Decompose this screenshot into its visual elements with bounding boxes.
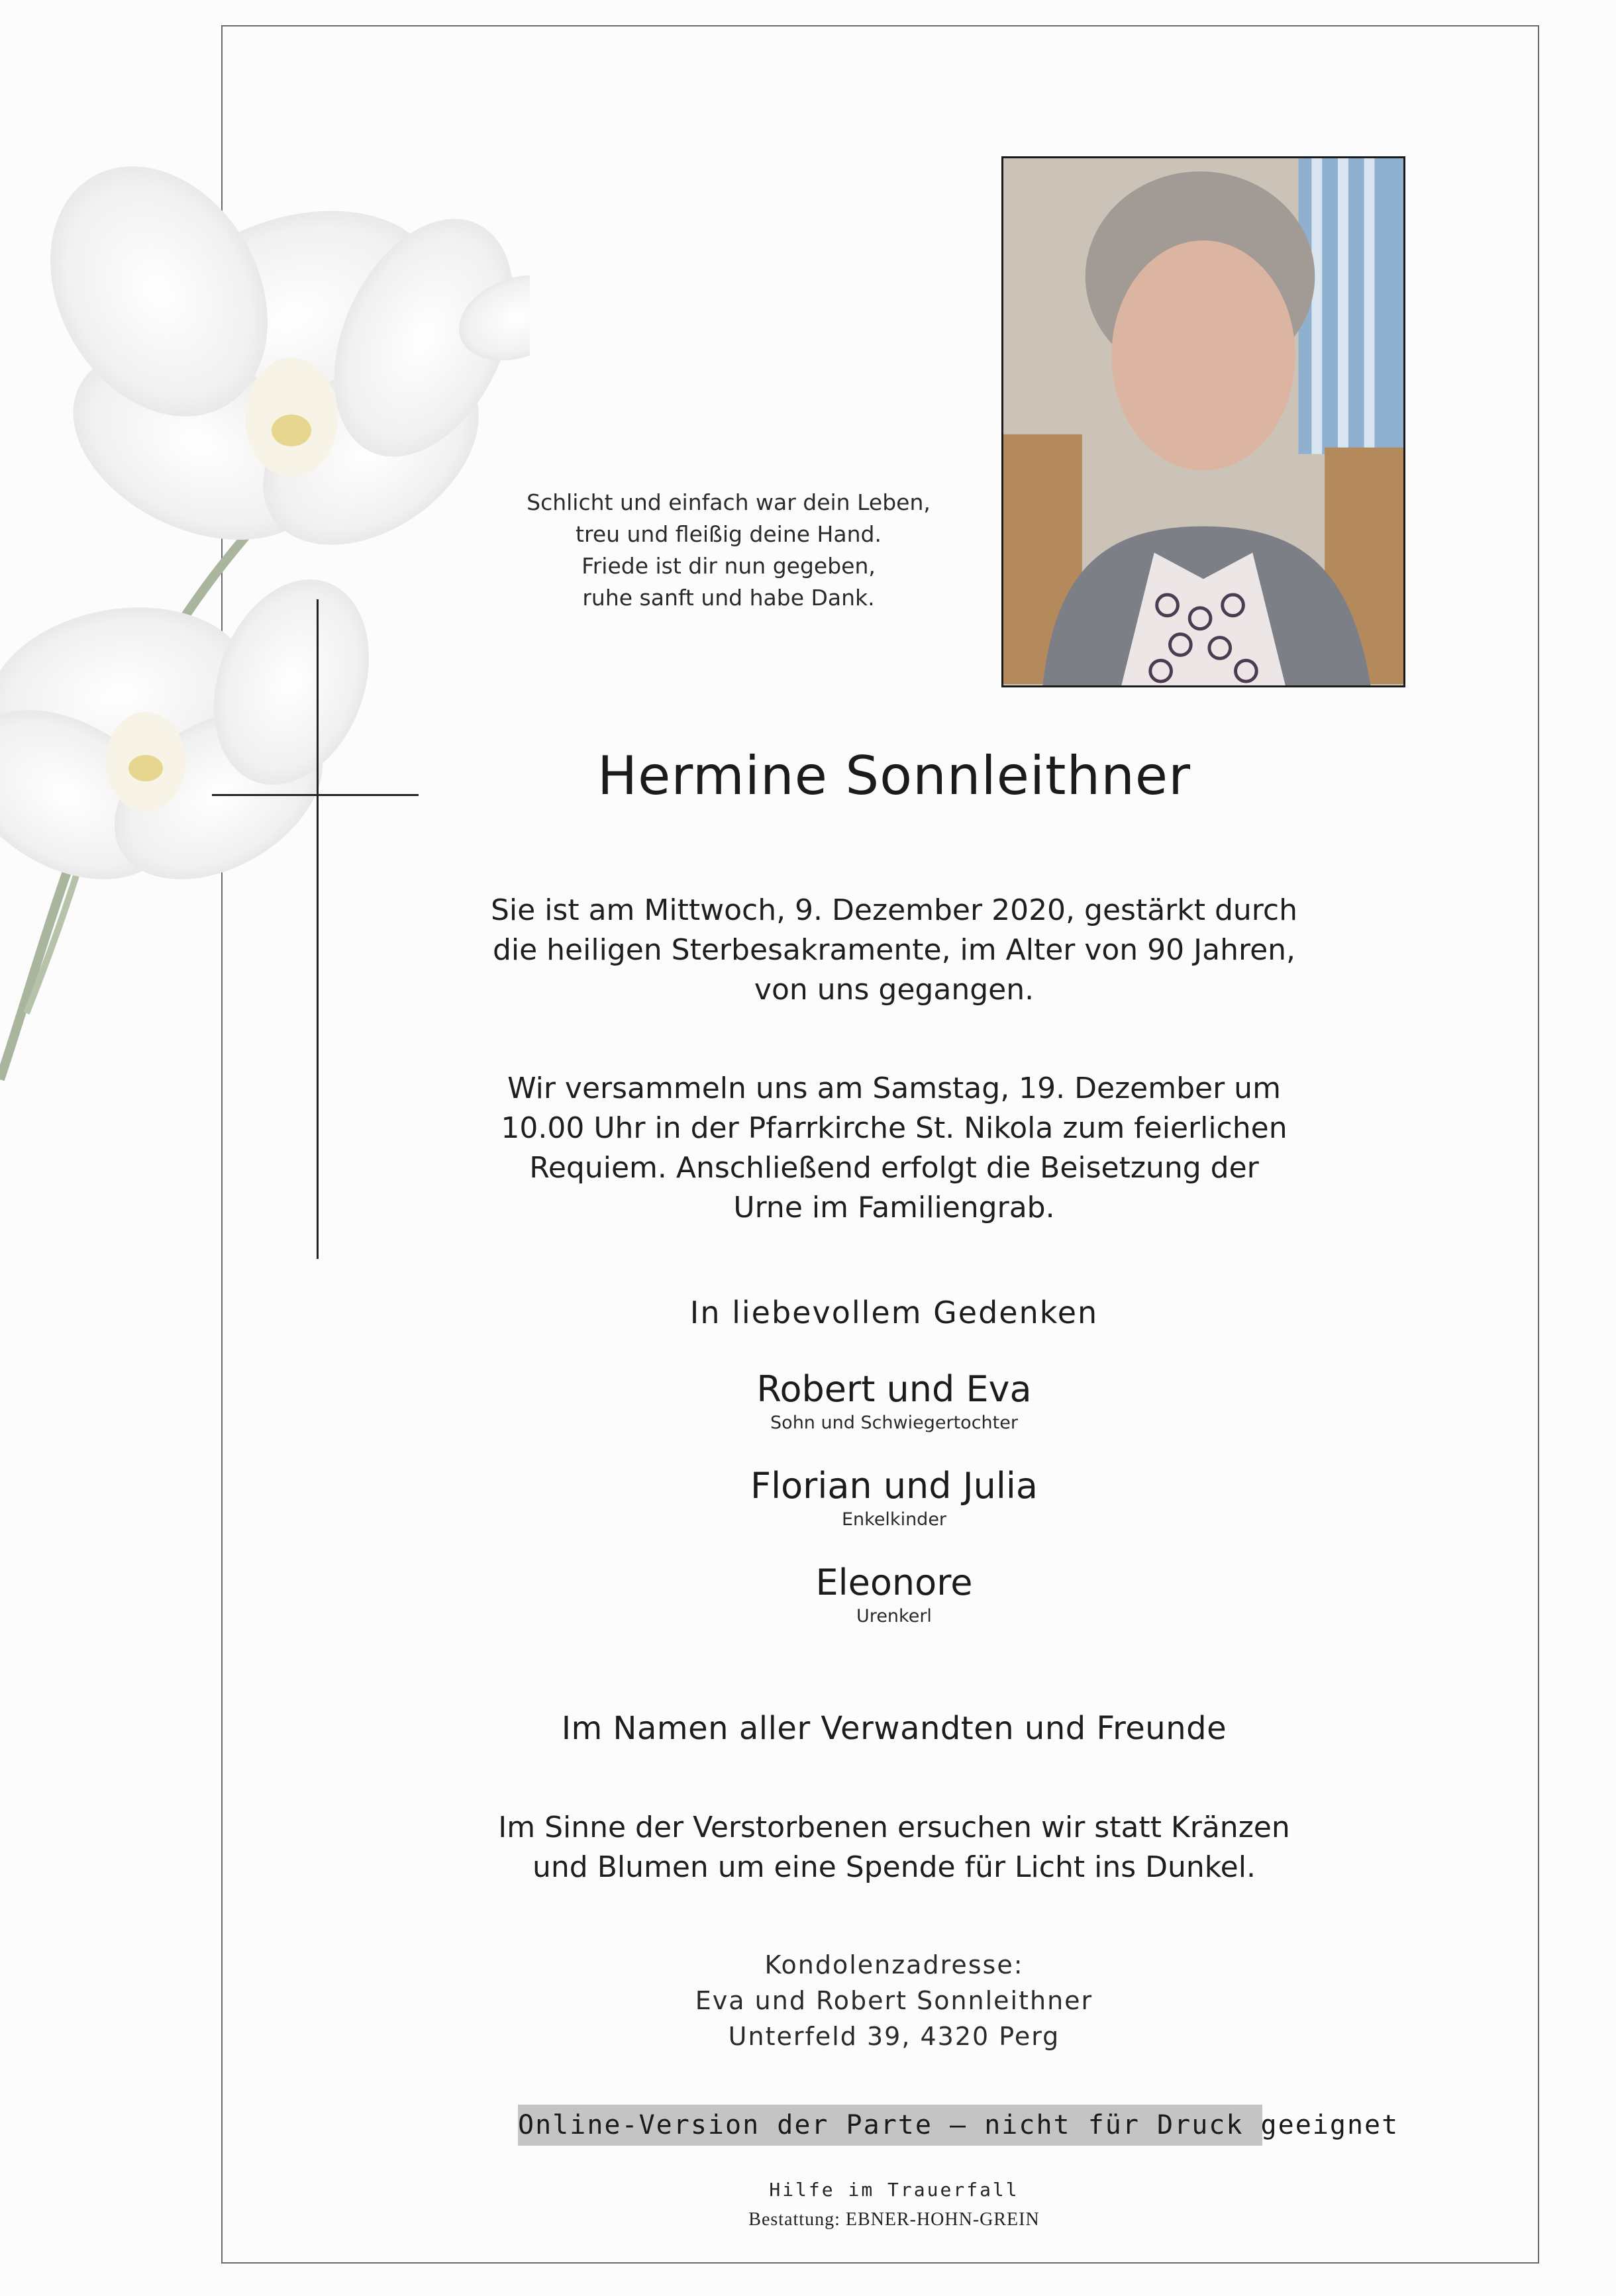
deceased-name: Hermine Sonnleithner (597, 745, 1191, 807)
service-line: Urne im Familiengrab. (733, 1191, 1055, 1224)
mourner-name: Robert und Eva (756, 1368, 1032, 1410)
poem-line: Schlicht und einfach war dein Leben, (527, 489, 931, 515)
poem-line: ruhe sanft und habe Dank. (582, 585, 875, 611)
mourner-entry (457, 1562, 1331, 1629)
poem-line: Friede ist dir nun gegeben, (581, 553, 876, 579)
mourner-relation: Sohn und Schwiegertochter (770, 1413, 1018, 1433)
service-line: 10.00 Uhr in der Pfarrkirche St. Nikola zum feierlichen (501, 1111, 1288, 1145)
service-line: Wir versammeln uns am Samstag, 19. Dezember um (507, 1072, 1281, 1105)
donation-line: und Blumen um eine Spende für Licht ins Dunkel. (532, 1850, 1256, 1884)
portrait-photo (1001, 156, 1405, 687)
death-notice-line: von uns gegangen. (754, 973, 1035, 1007)
death-notice (457, 891, 1331, 1010)
death-notice-line: die heiligen Sterbesakramente, im Alter von 90 Jahren, (492, 933, 1296, 967)
donation-line: Im Sinne der Verstorbenen ersuchen wir statt Kränzen (498, 1811, 1290, 1844)
donation-request (457, 1808, 1331, 1887)
closing-line: Im Namen aller Verwandten und Freunde (561, 1710, 1227, 1747)
footer-funeral-home: Bestattung: EBNER-HOHN-GREIN (748, 2209, 1040, 2230)
condolence-line: Unterfeld 39, 4320 Perg (728, 2022, 1060, 2051)
cross-vertical-bar (317, 599, 319, 1259)
condolence-address (457, 1947, 1331, 2054)
service-info (457, 1069, 1331, 1228)
footer-service-line: Hilfe im Trauerfall (769, 2179, 1019, 2201)
mourner-relation: Urenkerl (856, 1606, 932, 1626)
mourner-name: Eleonore (815, 1562, 973, 1603)
mourners-heading: In liebevollem Gedenken (689, 1295, 1099, 1330)
mourner-entry (457, 1465, 1331, 1532)
service-line: Requiem. Anschließend erfolgt die Beisetzung der (529, 1151, 1259, 1185)
death-notice-line: Sie ist am Mittwoch, 9. Dezember 2020, gestärkt durch (491, 893, 1297, 927)
mourner-name: Florian und Julia (750, 1465, 1038, 1507)
poem (490, 487, 967, 614)
condolence-line: Eva und Robert Sonnleithner (695, 1986, 1093, 2015)
poem-line: treu und fleißig deine Hand. (576, 521, 882, 547)
orchid-decoration-image (0, 99, 530, 1159)
online-version-banner: Online-Version der Parte – nicht für Druck geeignet (518, 2105, 1262, 2146)
condolence-label: Kondolenzadresse: (764, 1950, 1024, 1979)
mourner-relation: Enkelkinder (841, 1509, 947, 1530)
cross-horizontal-bar (212, 794, 419, 796)
mourner-entry (457, 1368, 1331, 1436)
